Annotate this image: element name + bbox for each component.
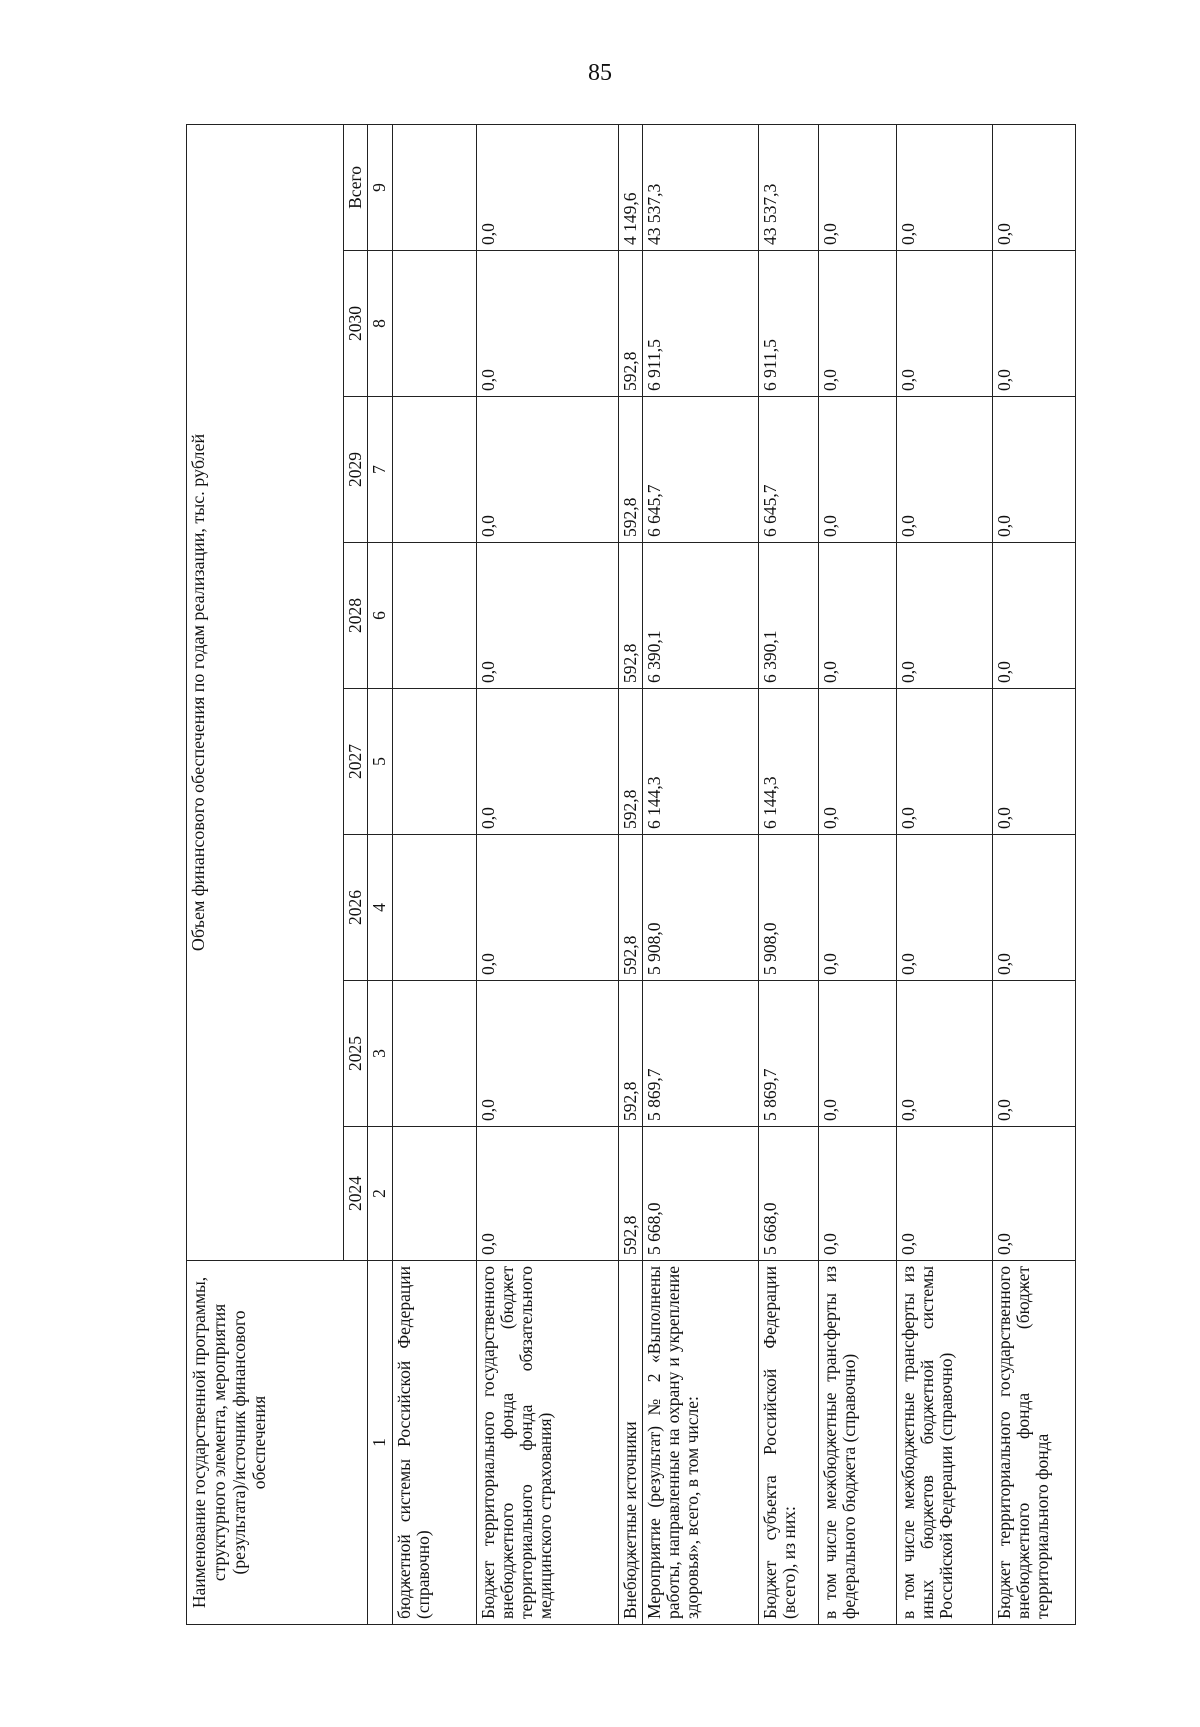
value-cell: 0,0	[896, 1127, 992, 1261]
value-cell: 5 869,7	[758, 981, 818, 1127]
value-cell: 0,0	[476, 689, 618, 835]
value-cell: 0,0	[818, 543, 896, 689]
column-number: 6	[368, 543, 392, 689]
header-volume-cell: Объем финансового обеспечения по годам реализации, тыс. рублей	[187, 124, 344, 1260]
value-cell: 592,8	[618, 981, 642, 1127]
table-row	[818, 124, 896, 1624]
value-cell: 6 144,3	[758, 689, 818, 835]
value-cell: 0,0	[818, 124, 896, 250]
value-cell: 0,0	[992, 397, 1075, 543]
value-cell: 592,8	[618, 397, 642, 543]
value-cell: 5 668,0	[758, 1127, 818, 1261]
value-cell: 0,0	[992, 543, 1075, 689]
row-label: Мероприятие (результат) № 2 «Выполнены работы, направленные на охрану и укрепление здоровья», всего, в том числе:	[642, 1261, 758, 1625]
value-cell: 0,0	[896, 835, 992, 981]
value-cell: 0,0	[992, 251, 1075, 397]
value-cell: 0,0	[896, 981, 992, 1127]
value-cell: 0,0	[992, 124, 1075, 250]
row-label: Бюджет территориального государственного внебюджетного фонда (бюджет территориального фонда обязательного медицинского страхования)	[476, 1261, 618, 1625]
year-header: 2030	[344, 251, 368, 397]
value-cell: 0,0	[992, 981, 1075, 1127]
table-row	[618, 124, 642, 1624]
value-cell: 0,0	[818, 251, 896, 397]
value-cell: 6 911,5	[758, 251, 818, 397]
value-cell: 0,0	[476, 251, 618, 397]
value-cell: 0,0	[476, 835, 618, 981]
value-cell: 0,0	[818, 835, 896, 981]
value-cell: 0,0	[896, 397, 992, 543]
financing-table	[186, 124, 1076, 1625]
column-number: 2	[368, 1127, 392, 1261]
value-cell	[392, 124, 476, 250]
value-cell: 5 869,7	[642, 981, 758, 1127]
table-row	[476, 124, 618, 1624]
column-number: 7	[368, 397, 392, 543]
value-cell: 4 149,6	[618, 124, 642, 250]
value-cell	[392, 543, 476, 689]
row-label: в том числе межбюджетные трансферты из федерального бюджета (справочно)	[818, 1261, 896, 1625]
value-cell	[392, 1127, 476, 1261]
column-number: 3	[368, 981, 392, 1127]
value-cell: 0,0	[818, 981, 896, 1127]
value-cell: 43 537,3	[642, 124, 758, 250]
table-row	[642, 124, 758, 1624]
year-header: 2025	[344, 981, 368, 1127]
value-cell: 6 645,7	[642, 397, 758, 543]
value-cell: 0,0	[992, 835, 1075, 981]
value-cell: 43 537,3	[758, 124, 818, 250]
row-label: Бюджет субъекта Российской Федерации (всего), из них:	[758, 1261, 818, 1625]
column-number: 4	[368, 835, 392, 981]
value-cell: 0,0	[992, 689, 1075, 835]
value-cell: 592,8	[618, 835, 642, 981]
value-cell: 0,0	[992, 1127, 1075, 1261]
column-number: 5	[368, 689, 392, 835]
value-cell	[392, 835, 476, 981]
value-cell: 0,0	[476, 1127, 618, 1261]
value-cell: 0,0	[818, 689, 896, 835]
year-header: 2026	[344, 835, 368, 981]
year-header: 2027	[344, 689, 368, 835]
row-label: бюджетной системы Российской Федерации (справочно)	[392, 1261, 476, 1625]
value-cell: 6 144,3	[642, 689, 758, 835]
table-row	[896, 124, 992, 1624]
year-header: 2024	[344, 1127, 368, 1261]
year-header: 2029	[344, 397, 368, 543]
value-cell: 0,0	[476, 981, 618, 1127]
value-cell: 0,0	[896, 124, 992, 250]
value-cell: 592,8	[618, 251, 642, 397]
table-row	[992, 124, 1075, 1624]
column-number: 1	[368, 1261, 392, 1625]
value-cell: 6 390,1	[642, 543, 758, 689]
value-cell: 0,0	[476, 124, 618, 250]
total-header: Всего	[344, 124, 368, 250]
column-number: 9	[368, 124, 392, 250]
column-number: 8	[368, 251, 392, 397]
value-cell: 592,8	[618, 689, 642, 835]
value-cell: 5 668,0	[642, 1127, 758, 1261]
value-cell	[392, 981, 476, 1127]
row-label: Внебюджетные источники	[618, 1261, 642, 1625]
year-header: 2028	[344, 543, 368, 689]
value-cell: 0,0	[818, 1127, 896, 1261]
value-cell: 0,0	[896, 543, 992, 689]
rotated-table-container	[186, 125, 1076, 1625]
value-cell: 6 645,7	[758, 397, 818, 543]
value-cell: 6 390,1	[758, 543, 818, 689]
value-cell	[392, 251, 476, 397]
page-number: 85	[588, 60, 612, 86]
row-label: Бюджет территориального государственного внебюджетного фонда (бюджет территориального фонда	[992, 1261, 1075, 1625]
value-cell	[392, 397, 476, 543]
header-name-cell: Наименование государственной программы, структурного элемента, мероприятия (результата)/источник финансового обеспечения	[187, 1261, 368, 1625]
value-cell: 592,8	[618, 543, 642, 689]
value-cell	[392, 689, 476, 835]
value-cell: 6 911,5	[642, 251, 758, 397]
row-label: в том числе межбюджетные трансферты из иных бюджетов бюджетной системы Российской Федерации (справочно)	[896, 1261, 992, 1625]
value-cell: 5 908,0	[758, 835, 818, 981]
table-row	[758, 124, 818, 1624]
value-cell: 0,0	[476, 397, 618, 543]
value-cell: 592,8	[618, 1127, 642, 1261]
value-cell: 0,0	[896, 251, 992, 397]
value-cell: 0,0	[818, 397, 896, 543]
table-row	[392, 124, 476, 1624]
value-cell: 0,0	[476, 543, 618, 689]
value-cell: 5 908,0	[642, 835, 758, 981]
value-cell: 0,0	[896, 689, 992, 835]
